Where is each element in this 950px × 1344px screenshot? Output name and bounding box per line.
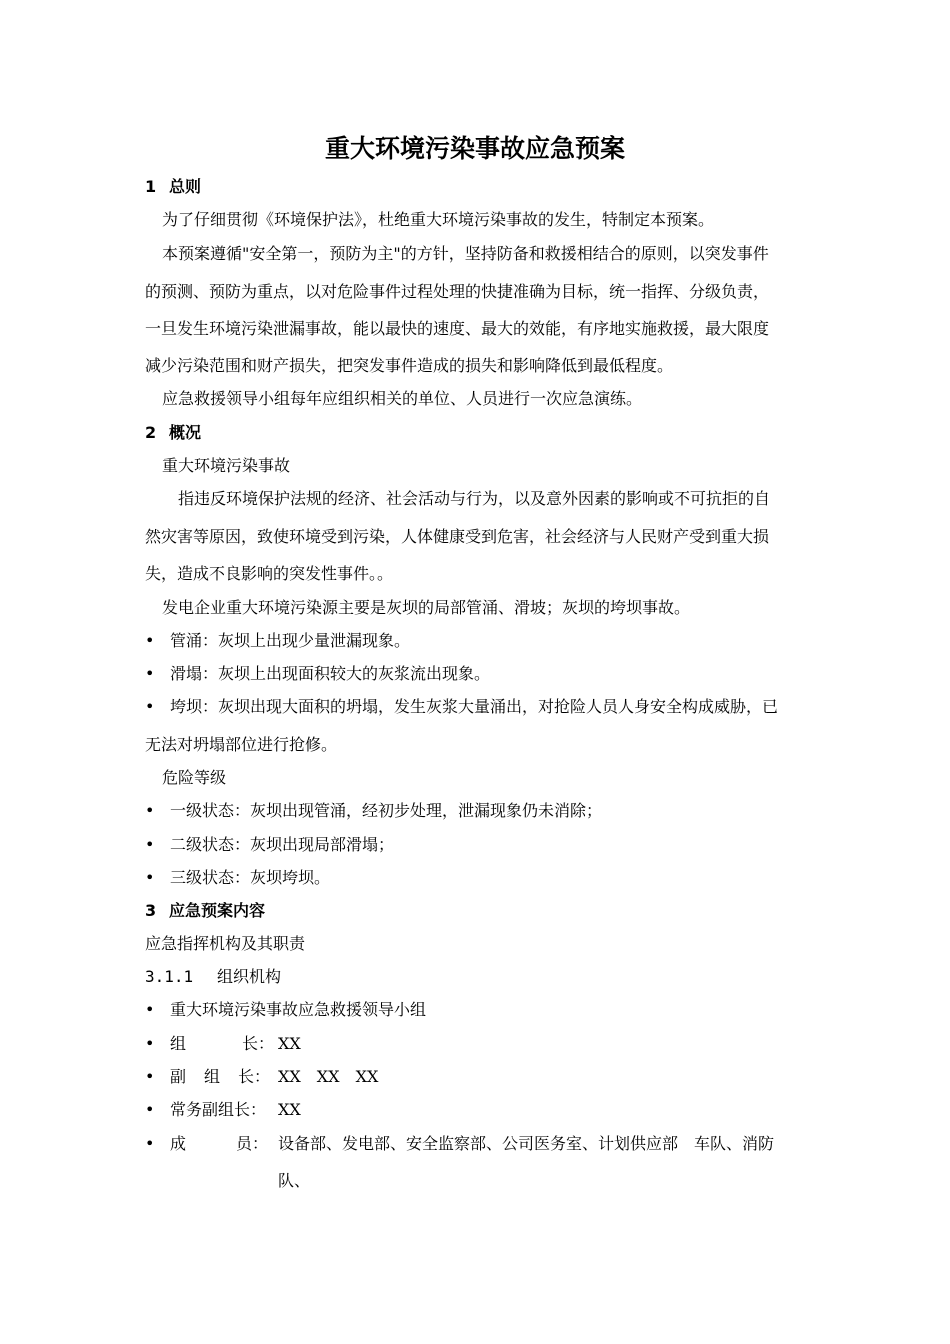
leader-label-part: 长： [242,1034,275,1053]
leader-value: XX [278,1034,301,1053]
s2-subheading-danger-level: 危险等级 [162,768,227,787]
s1-paragraph-2-line-2: 的预测、预防为重点，以对危险事件过程处理的快捷准确为目标，统一指挥、分级负责， [145,282,770,301]
bullet: • [145,664,155,683]
s1-paragraph-2-line-1: 本预案遵循"安全第一，预防为主"的方针，坚持防备和救援相结合的原则，以突发事件 [162,244,769,263]
section-2-number: 2 [145,423,157,442]
bullet: • [145,801,155,820]
document-title: 重大环境污染事故应急预案 [324,134,625,163]
members-label-part: 员： [236,1134,269,1153]
leadership-group: 重大环境污染事故应急救援领导小组 [170,1000,427,1019]
s1-paragraph-3: 应急救援领导小组每年应组织相关的单位、人员进行一次应急演练。 [162,389,643,408]
section-3-heading [145,900,815,922]
vice-leader-value: XX [355,1067,379,1086]
s2-pollution-source: 发电企业重大环境污染源主要是灰坝的局部管涌、滑坡；灰坝的垮坝事故。 [162,598,691,617]
bullet: • [145,868,155,887]
s2-subheading-accident: 重大环境污染事故 [162,456,291,475]
members-line-2: 队、 [278,1171,311,1190]
s2-definition-line-3: 失，造成不良影响的突发性事件。。 [145,564,394,583]
members-line-1: 设备部、发电部、安全监察部、公司医务室、计划供应部 车队、消防 [278,1134,775,1153]
section-3-title: 应急预案内容 [169,901,266,920]
section-2-heading [145,422,815,444]
bullet: • [145,835,155,854]
section-1-number: 1 [145,177,157,196]
section-3-number: 3 [145,901,157,920]
section-1-title: 总则 [169,177,202,196]
s2-definition-line-2: 然灾害等原因，致使环境受到污染，人体健康受到危害，社会经济与人民财产受到重大损 [145,527,770,546]
vice-leader-value: XX [278,1067,301,1086]
s3-subsection-title: 组织机构 [217,967,282,986]
vice-leader-value: XX [316,1067,340,1086]
vice-leader-values [278,1066,378,1088]
bullet: • [145,1134,155,1153]
bullet: • [145,1000,155,1019]
s1-paragraph-2-line-3: 一旦发生环境污染泄漏事故，能以最快的速度、最大的效能，有序地实施救援，最大限度 [145,319,770,338]
members-label [170,1133,268,1155]
executive-vice-leader-value: XX [278,1100,301,1119]
executive-vice-leader-label: 常务副组长： [170,1100,267,1119]
s1-paragraph-1: 为了仔细贯彻《环境保护法》，杜绝重大环境污染事故的发生，特制定本预案。 [162,210,715,229]
section-2-title: 概况 [169,423,202,442]
level-3-item: 三级状态：灰坝垮坝。 [170,868,331,887]
s3-subsection-number: 3.1.1 [145,967,194,986]
bullet: • [145,1034,155,1053]
bullet: • [145,1100,155,1119]
section-1-heading [145,176,815,198]
vice-label-part: 组 [204,1067,221,1086]
vice-leader-label [170,1066,270,1088]
leader-label [170,1033,274,1055]
bullet: • [145,1067,155,1086]
s3-subsection-heading [145,966,815,988]
bullet: • [145,631,155,650]
level-2-item: 二级状态：灰坝出现局部滑塌； [170,835,395,854]
bullet-piping: 管涌：灰坝上出现少量泄漏现象。 [170,631,411,650]
vice-label-part: 长： [238,1067,271,1086]
leader-label-part: 组 [170,1034,187,1053]
bullet: • [145,697,155,716]
level-1-item: 一级状态：灰坝出现管涌，经初步处理，泄漏现象仍未消除； [170,801,603,820]
s1-paragraph-2-line-4: 减少污染范围和财产损失，把突发事件造成的损失和影响降低到最低程度。 [145,356,674,375]
s3-subheading-command: 应急指挥机构及其职责 [145,934,306,953]
vice-label-part: 副 [170,1067,187,1086]
bullet-dam-collapse-continued: 无法对坍塌部位进行抢修。 [145,735,338,754]
bullet-dam-collapse: 垮坝：灰坝出现大面积的坍塌，发生灰浆大量涌出，对抢险人员人身安全构成威胁，已 [170,697,779,716]
members-label-part: 成 [170,1134,187,1153]
s2-definition-line-1: 指违反环境保护法规的经济、社会活动与行为，以及意外因素的影响或不可抗拒的自 [178,489,771,508]
bullet-slide: 滑塌：灰坝上出现面积较大的灰浆流出现象。 [170,664,491,683]
